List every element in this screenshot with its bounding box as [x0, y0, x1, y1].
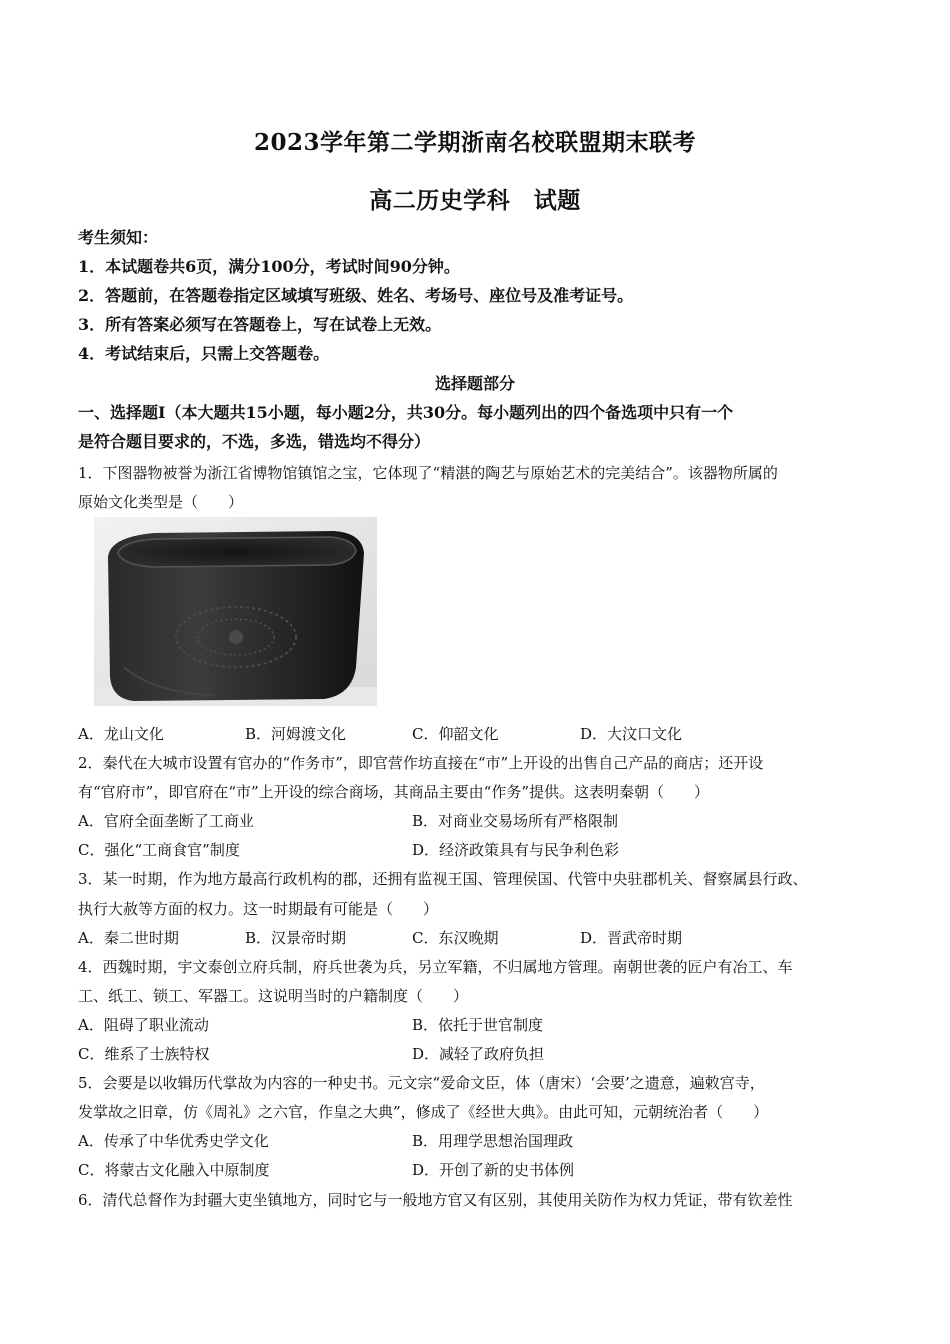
option-c[interactable]: C．维系了士族特权	[78, 1045, 210, 1063]
section-heading-line1: 一、选择题Ⅰ（本大题共15小题，每小题2分，共30分。每小题列出的四个备选项中只有一个	[78, 403, 734, 422]
exam-subtitle: 高二历史学科 试题	[369, 187, 581, 214]
option-a[interactable]: A．秦二世时期	[78, 929, 179, 947]
option-d[interactable]: D．经济政策具有与民争利色彩	[412, 841, 620, 859]
option-d[interactable]: D．减轻了政府负担	[412, 1045, 545, 1063]
option-a[interactable]: A．龙山文化	[78, 725, 164, 743]
notice-heading: 考生须知：	[78, 228, 159, 247]
pottery-artifact-image	[94, 517, 377, 706]
question-1-text: 1．下图器物被誉为浙江省博物馆镇馆之宝，它体现了“精湛的陶艺与原始艺术的完美结合”。该器物所属的	[78, 464, 778, 482]
question-5-text: 发掌故之旧章，仿《周礼》之六官，作皇之大典”，修成了《经世大典》。由此可知，元朝统治者（ ）	[78, 1103, 769, 1121]
option-b[interactable]: B．依托于世官制度	[412, 1016, 544, 1034]
option-a[interactable]: A．阻碍了职业流动	[78, 1016, 209, 1034]
notice-item: 4．考试结束后，只需上交答题卷。	[78, 344, 330, 363]
question-3-text: 执行大赦等方面的权力。这一时期最有可能是（ ）	[78, 900, 439, 918]
question-5-text: 5．会要是以收辑历代掌故为内容的一种史书。元文宗“爱命文臣，体（唐宋）‘会要’之遗意，遍敕宫寺，	[78, 1074, 765, 1092]
option-b[interactable]: B．用理学思想治国理政	[412, 1132, 574, 1150]
option-c[interactable]: C．强化“工商食官”制度	[78, 841, 240, 859]
notice-item: 3．所有答案必须写在答题卷上，写在试卷上无效。	[78, 315, 442, 334]
option-d[interactable]: D．开创了新的史书体例	[412, 1161, 575, 1179]
option-c[interactable]: C．仰韶文化	[412, 725, 499, 743]
part-label: 选择题部分	[434, 374, 515, 393]
question-2-text: 有“官府市”，即官府在“市”上开设的综合商场，其商品主要由“作务”提供。这表明秦朝（ ）	[78, 783, 710, 801]
option-c[interactable]: C．将蒙古文化融入中原制度	[78, 1161, 270, 1179]
option-a[interactable]: A．官府全面垄断了工商业	[78, 812, 254, 830]
section-heading-line2: 是符合题目要求的，不选，多选，错选均不得分）	[78, 432, 431, 451]
exam-title: 2023学年第二学期浙南名校联盟期末联考	[253, 129, 696, 156]
question-4-text: 工、纸工、锁工、军器工。这说明当时的户籍制度（ ）	[78, 987, 469, 1005]
question-4-text: 4．西魏时期，宇文泰创立府兵制，府兵世袭为兵，另立军籍，不归属地方管理。南朝世袭的匠户有冶工、车	[78, 958, 793, 976]
option-a[interactable]: A．传承了中华优秀史学文化	[78, 1132, 269, 1150]
option-b[interactable]: B．汉景帝时期	[245, 929, 347, 947]
notice-item: 1．本试题卷共6页，满分100分，考试时间90分钟。	[78, 257, 460, 276]
question-1-text: 原始文化类型是（ ）	[78, 493, 244, 511]
option-d[interactable]: D．大汶口文化	[580, 725, 683, 743]
option-c[interactable]: C．东汉晚期	[412, 929, 499, 947]
question-6-text: 6．清代总督作为封疆大吏坐镇地方，同时它与一般地方官又有区别，其使用关防作为权力凭证，带有钦差性	[78, 1191, 793, 1209]
question-2-text: 2．秦代在大城市设置有官办的“作务市”，即官营作坊直接在“市”上开设的出售自己产品的商店；还开设	[78, 754, 764, 772]
option-b[interactable]: B．对商业交易场所有严格限制	[412, 812, 619, 830]
option-b[interactable]: B．河姆渡文化	[245, 725, 347, 743]
notice-item: 2．答题前，在答题卷指定区域填写班级、姓名、考场号、座位号及准考证号。	[78, 286, 634, 305]
question-3-text: 3．某一时期，作为地方最高行政机构的郡，还拥有监视王国、管理侯国、代管中央驻郡机关、督察属县行政、	[78, 870, 808, 888]
option-d[interactable]: D．晋武帝时期	[580, 929, 683, 947]
